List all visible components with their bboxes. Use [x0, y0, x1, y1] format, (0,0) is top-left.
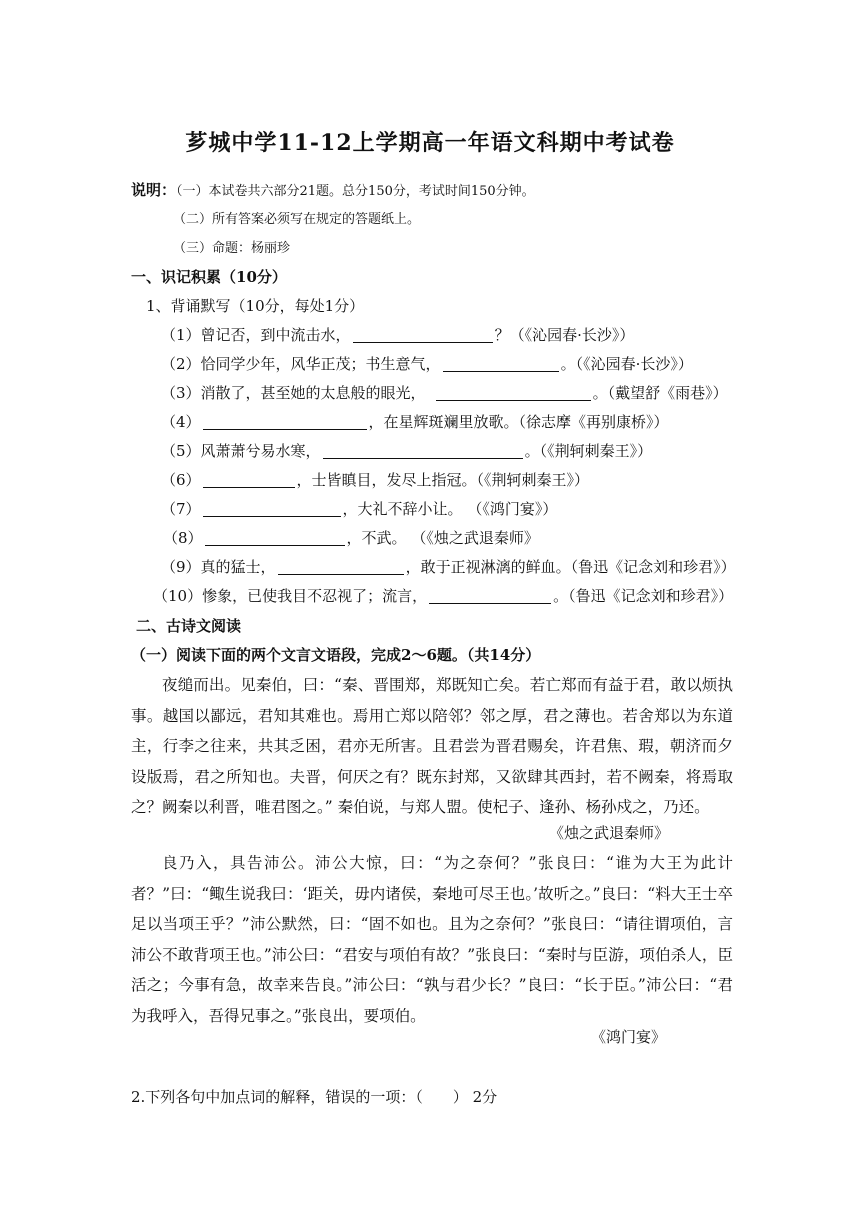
passage-2: 良乃入，具告沛公。沛公大惊，曰：“为之奈何？”张良曰：“谁为大王为此计者？”曰：“鲰生说我曰：‘距关，毋内诸侯，秦地可尽王也。’故听之。”良曰：“料大王士卒足以当项王乎？”沛公默然，曰：“固不如也。且为之奈何？”张良曰：“请往谓项伯，言沛公不敢背项王也。”沛公曰：“君安与项伯有故？”张良曰：“秦时与臣游，项伯杀人，臣活之；今事有急，故幸来告良。”沛公曰：“孰与君少长？”良曰：“长于臣。”沛公曰：“君为我呼入，吾得兄事之。”张良出，要项伯。: [131, 854, 733, 1025]
section-heading: 二、古诗文阅读: [136, 617, 242, 635]
notes-item: （三）命题：杨丽珍: [173, 241, 291, 256]
answer-blank[interactable]: [323, 444, 523, 459]
answer-blank[interactable]: [436, 386, 591, 401]
notes-line-1: [131, 179, 535, 200]
notes-item: （一）本试卷共六部分21题。总分150分，考试时间150分钟。: [176, 184, 535, 199]
answer-blank[interactable]: [353, 328, 493, 343]
answer-blank[interactable]: [278, 560, 404, 575]
fill-item: （4） ，在星辉斑斓里放歌。（徐志摩《再别康桥》）: [161, 413, 669, 431]
fill-item: （5）风萧萧兮易水寒， 。（《荆轲刺秦王》）: [161, 442, 653, 460]
answer-blank[interactable]: [203, 502, 341, 517]
fill-item: （2）恰同学少年，风华正茂；书生意气， 。（《沁园春·长沙》）: [161, 355, 693, 373]
fill-item: （6） ，士皆瞋目，发尽上指冠。（《荆轲刺秦王》）: [161, 471, 590, 489]
passage-source: 《鸿门宴》: [591, 1028, 667, 1046]
sub-heading: （一）阅读下面的两个文言文语段，完成2～6题。（共14分）: [131, 646, 541, 664]
notes-label: 说明：: [131, 181, 177, 199]
question-2: 2.下列各句中加点词的解释，错误的一项：（ ） 2分: [131, 1088, 498, 1106]
fill-item: （1）曾记否，到中流击水， ？（《沁园春·长沙》）: [161, 326, 635, 344]
fill-item: （3）消散了，甚至她的太息般的眼光， 。（戴望舒《雨巷》）: [161, 384, 728, 402]
question-intro: 1、背诵默写（10分，每处1分）: [146, 297, 365, 315]
section-heading: 一、识记积累（10分）: [131, 268, 287, 286]
notes-item: （二）所有答案必须写在规定的答题纸上。: [173, 212, 421, 227]
passage-source: 《烛之武退秦师》: [549, 824, 670, 842]
fill-item: （8） ，不武。 （《烛之武退秦师》: [163, 529, 539, 547]
fill-item: （9）真的猛士， ，敢于正视淋漓的鲜血。（鲁迅《记念刘和珍君》）: [161, 558, 736, 576]
answer-blank[interactable]: [443, 357, 559, 372]
answer-blank[interactable]: [203, 473, 295, 488]
answer-blank[interactable]: [203, 415, 367, 430]
fill-item: （7） ，大礼不辞小让。 （《鸿门宴》）: [161, 500, 558, 518]
passage-1: 夜缒而出。见秦伯，曰：“秦、晋围郑，郑既知亡矣。若亡郑而有益于君，敢以烦执事。越国以鄙远，君知其难也。焉用亡郑以陪邻？邻之厚，君之薄也。若舍郑以为东道主，行李之往来，共其乏困，君亦无所害。且君尝为晋君赐矣，许君焦、瑕，朝济而夕设版焉，君之所知也。夫晋，何厌之有？既东封郑，又欲肆其西封，若不阙秦，将焉取之？阙秦以利晋，唯君图之。” 秦伯说，与郑人盟。使杞子、逢孙、杨孙戍之，乃还。: [131, 676, 733, 816]
answer-blank[interactable]: [205, 531, 345, 546]
page-title: 芗城中学11-12上学期高一年语文科期中考试卷: [185, 130, 675, 156]
answer-blank[interactable]: [429, 589, 551, 604]
fill-item: （10）惨象，已使我目不忍视了；流言， 。（鲁迅《记念刘和珍君》）: [153, 587, 734, 605]
